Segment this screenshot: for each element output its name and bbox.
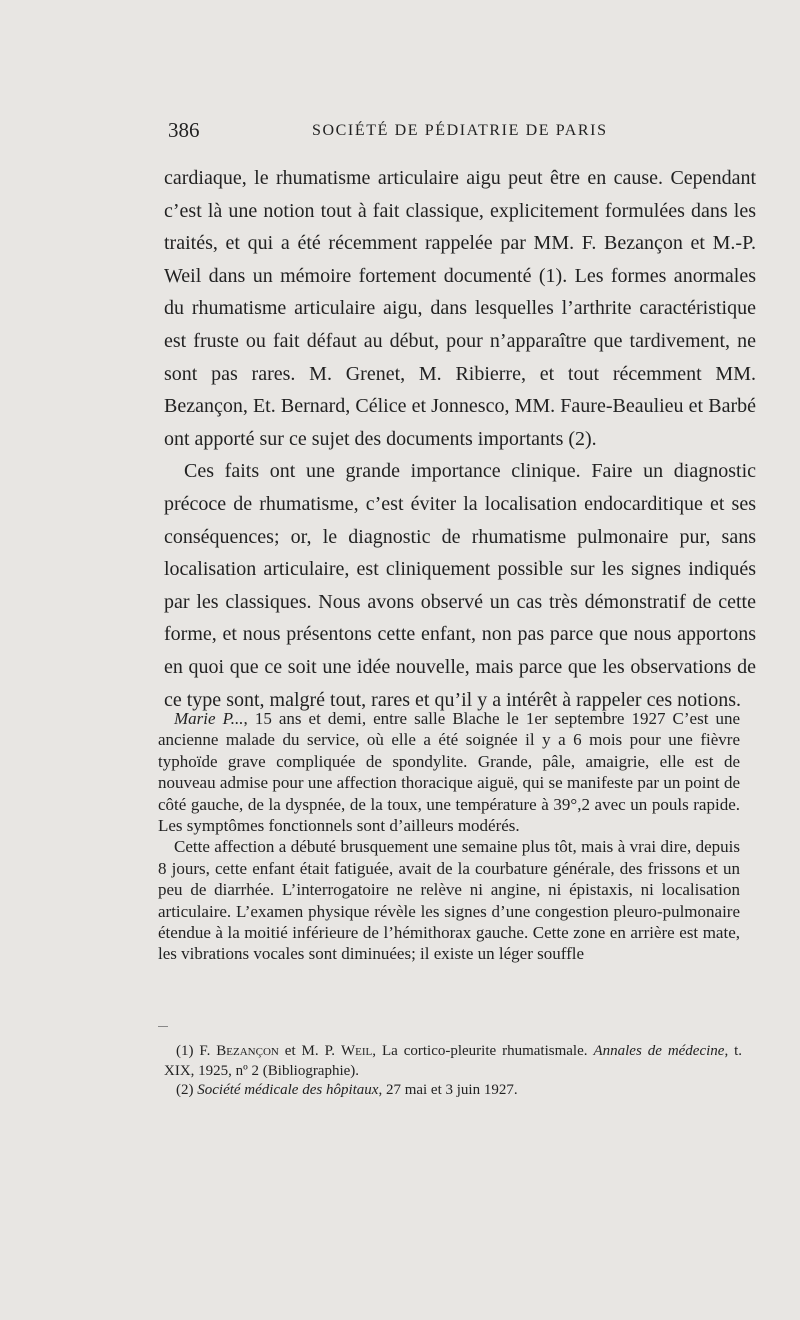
body-paragraph-1: cardiaque, le rhumatisme articulaire aigu peut être en cause. Cependant c’est là une notion tout à fait classique, explicitement formulées dans les traités, et qui a été récemment rappelée par MM. F. Bezançon et M.-P. Weil dans un mémoire fortement documenté (1). Les formes anormales du rhumatisme articulaire aigu, dans lesquelles l’arthrite caractéristique est fruste ou fait défaut au début, pour n’apparaître que tardivement, ne sont pas rares. M. Grenet, M. Ribierre, et tout récemment MM. Bezançon, Et. Bernard, Célice et Jonnesco, MM. Faure-Beaulieu et Barbé ont apporté sur ce sujet des documents importants (2). <box>164 167 756 450</box>
footnote-1-title: , La cortico-pleurite rhumatismale. <box>372 1043 588 1059</box>
footnote-2-marker: (2) <box>176 1082 194 1098</box>
page-number: 386 <box>168 118 200 142</box>
footnote-1-author-1: Bezançon <box>216 1043 279 1059</box>
footnote-2 <box>164 1081 742 1101</box>
footnotes <box>164 1042 742 1101</box>
body-paragraph-2: Ces faits ont une grande importance clinique. Faire un diagnostic précoce de rhumatisme, c’est éviter la localisation endocarditique et ses conséquences; or, le diagnostic de rhumatisme pulmonaire pur, sans localisation articulaire, est cliniquement possible sur les signes indiqués par les classiques. Nous avons observé un cas très démonstratif de cette forme, et nous présentons cette enfant, non pas parce que nous apportons en quoi que ce soit une idée nouvelle, mais parce que les observations de ce type sont, malgré tout, rares et qu’il y a intérêt à rappeler ces notions. <box>164 460 756 711</box>
running-title: SOCIÉTÉ DE PÉDIATRIE DE PARIS <box>312 122 608 139</box>
case-paragraph-2: Cette affection a débuté brusquement une semaine plus tôt, mais à vrai dire, depuis 8 jours, cette enfant était fatiguée, avait de la courbature générale, des frissons et un peu de diarrhée. L’interrogatoire ne relève ni angine, ni épistaxis, ni localisation articulaire. L’examen physique révèle les signes d’une congestion pleuro-pulmonaire étendue à la moitié inférieure de l’hémithorax gauche. Cette zone en arrière est mate, les vibrations vocales sont diminuées; il existe un léger souffle <box>158 837 740 964</box>
footnote-2-ref: , 27 mai et 3 juin 1927. <box>378 1082 518 1098</box>
case-paragraph-1 <box>158 708 740 836</box>
footnote-1-marker: (1) F. <box>176 1043 211 1059</box>
main-text <box>164 162 756 716</box>
footnote-1-author-2: Weil <box>340 1043 373 1059</box>
footnote-1 <box>164 1042 742 1081</box>
case-paragraph-1-text: , 15 ans et demi, entre salle Blache le 1er septembre 1927 C’est une ancienne malade du service, où elle a été soignée il y a 6 mois pour une fièvre typhoïde grave compliquée de spondylite. Grande, pâle, amaigrie, elle est de nouveau admise pour une affection thoracique aiguë, qui se manifeste par un point de côté gauche, de la dyspnée, de la toux, une température à 39°,2 avec un pouls rapide. Les symptômes fonctionnels sont d’ailleurs modérés. <box>158 709 740 836</box>
case-report <box>158 708 740 965</box>
footnote-divider <box>158 1026 168 1027</box>
page-header <box>168 118 740 148</box>
footnote-1-and: et M. P. <box>284 1043 336 1059</box>
footnote-1-ref: , t. XIX, 1925, nº 2 (Bibliographie). <box>164 1043 743 1079</box>
patient-name: Marie P... <box>174 709 244 728</box>
footnote-1-journal: Annales de médecine <box>593 1043 725 1059</box>
footnote-2-journal: Société médicale des hôpitaux <box>197 1082 379 1098</box>
